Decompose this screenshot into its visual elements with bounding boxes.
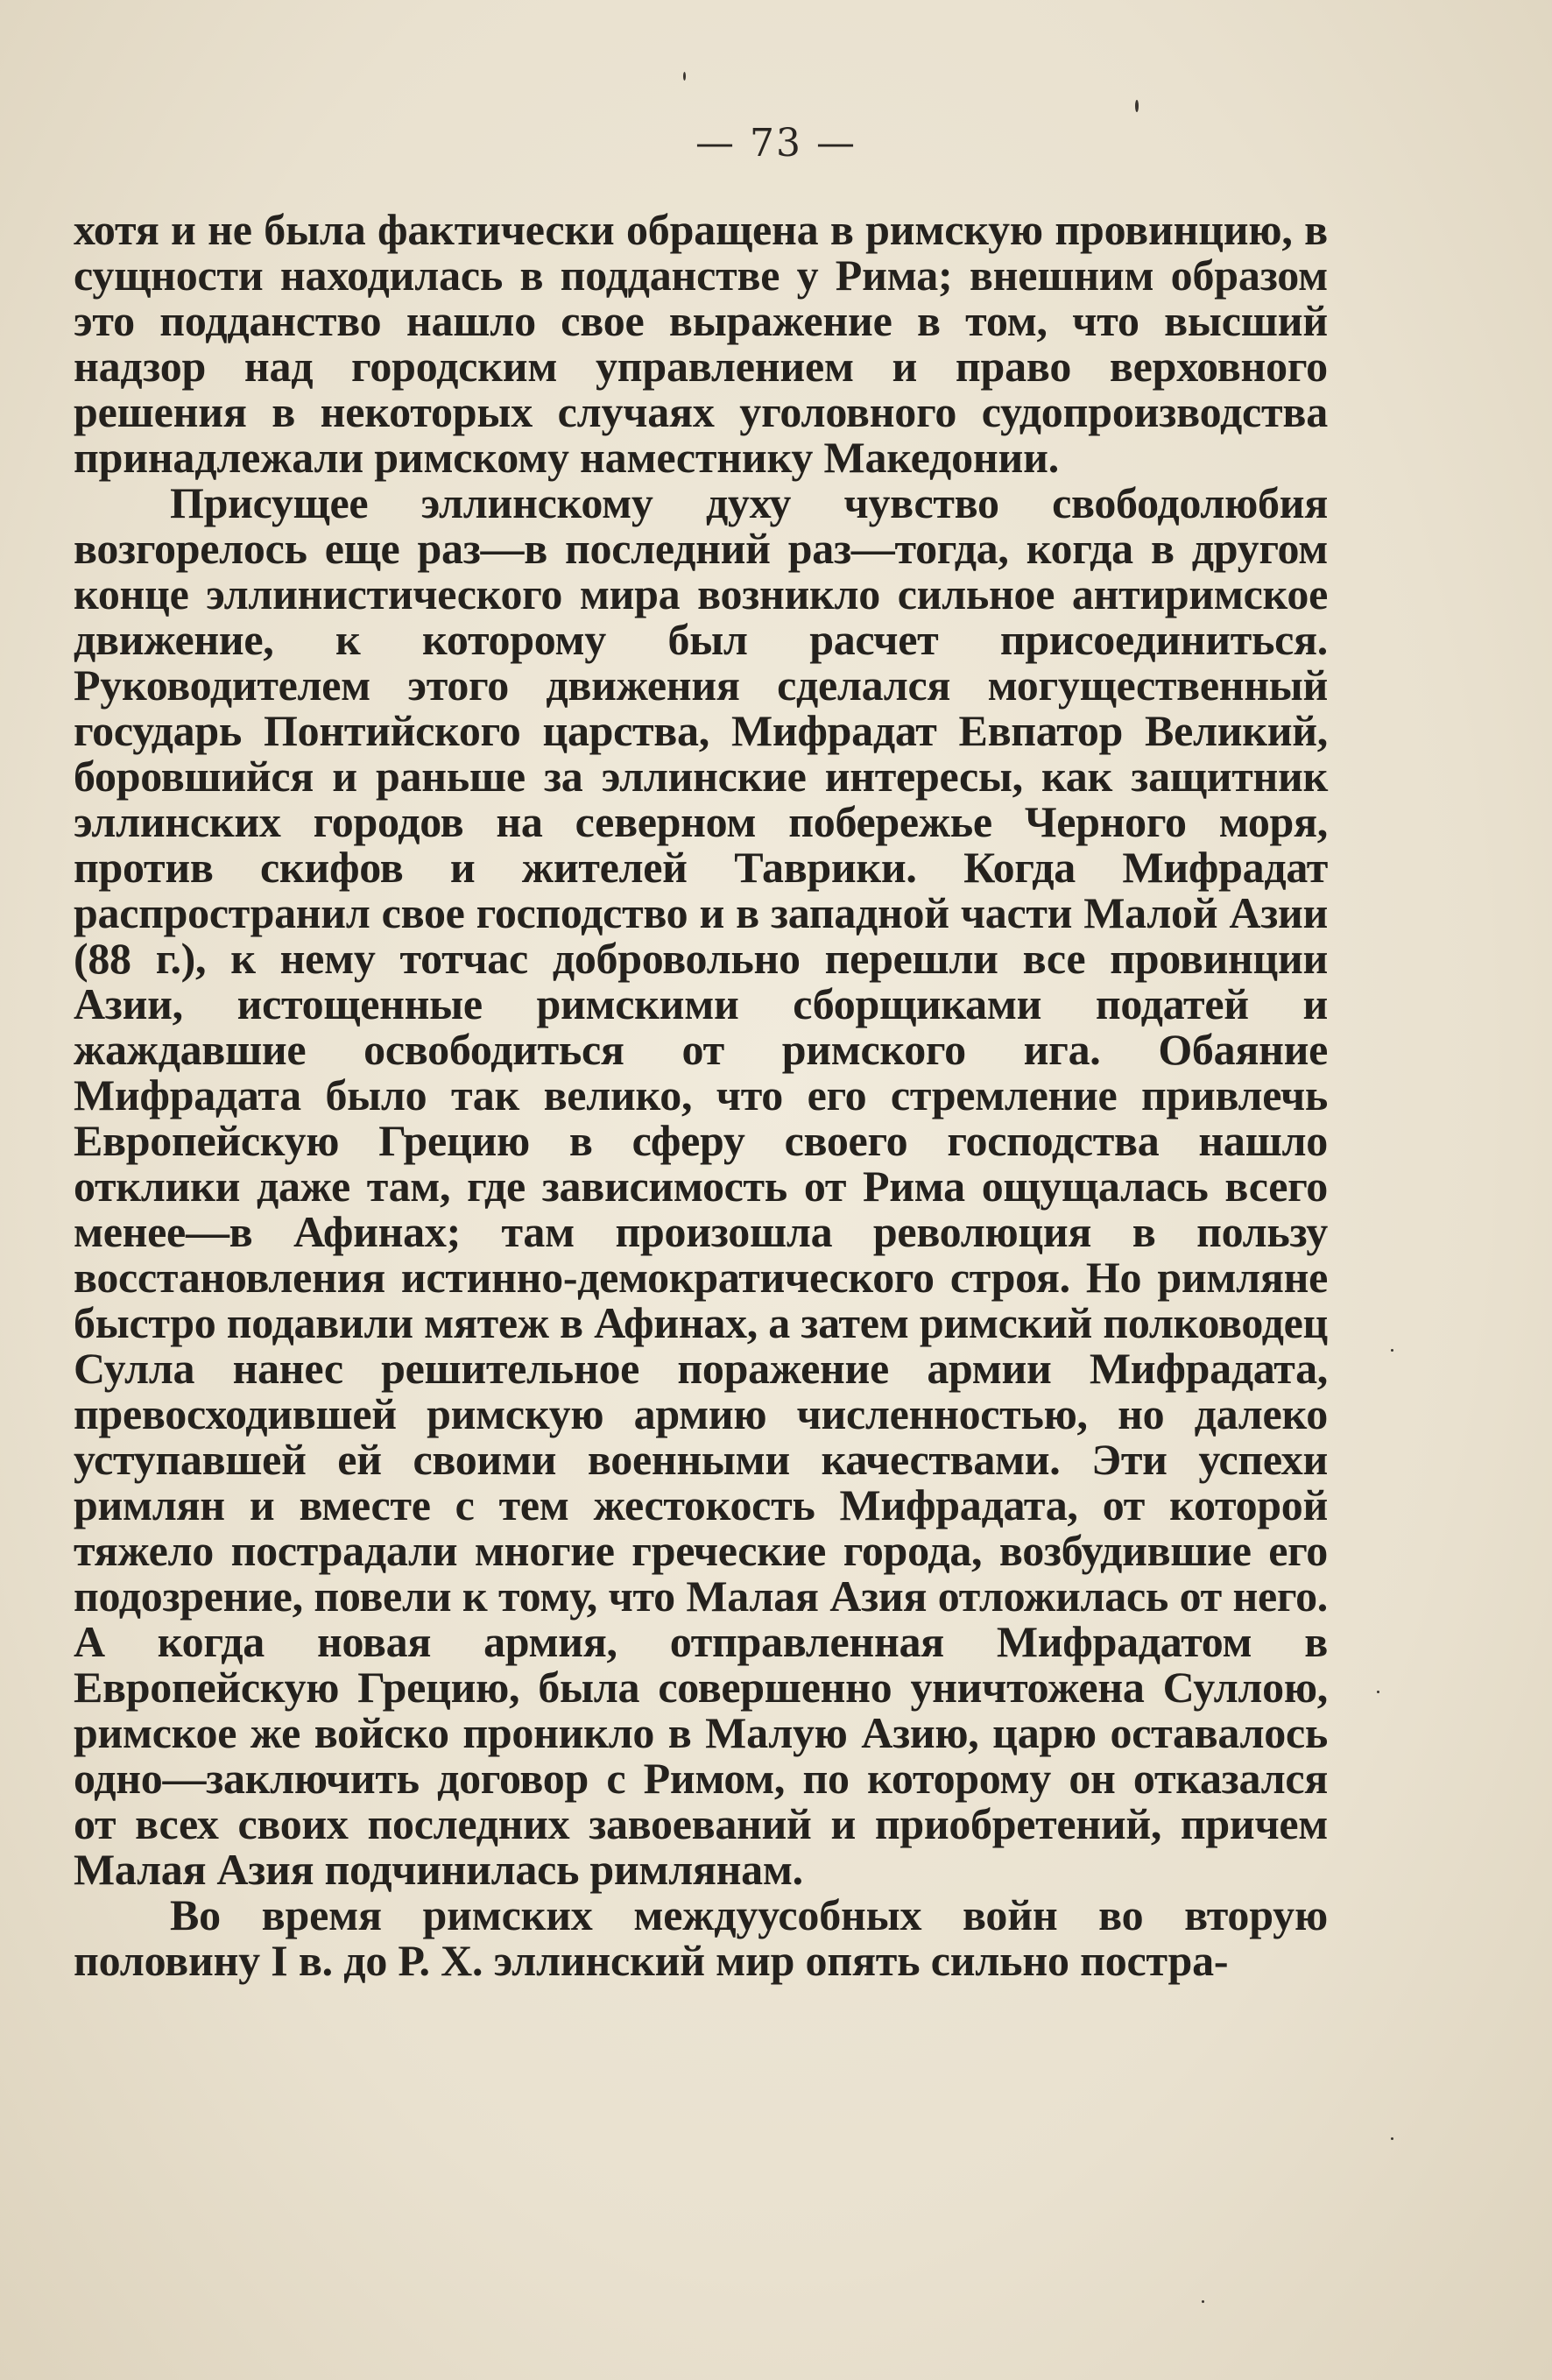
ink-speck [1391,2137,1393,2140]
paragraph-1: хотя и не была фактически обращена в римскую провинцию, в сущности находилась в подданстве у Рима; внешним образом это подданство нашло свое выражение в том, что высший надзор над городским управлением и право верховного решения в некоторых случаях уголовного судопроизводства принадлежали римскому наместнику Македонии. [74,205,1328,482]
ink-speck [1391,1349,1393,1352]
paragraph-2: Присущее эллинскому духу чувство свободолюбия возгорелось еще раз—в последний раз—тогда, когда в другом конце эллинистического мира возникло сильное антиримское движение, к которому был расчет присоединиться. Руководителем этого движения сделался могущественный государь Понтийского царства, Мифрадат Евпатор Великий, боровшийся и раньше за эллинские интересы, как защитник эллинских городов на северном побережье Черного моря, против скифов и жителей Таврики. Когда Мифрадат распространил свое господство и в западной части Малой Азии (88 г.), к нему тотчас добровольно перешли все провинции Азии, истощенные римскими сборщиками податей и жаждавшие освободиться от римского ига. Обаяние Мифрадата было так велико, что его стремление привлечь Европейскую Грецию в сферу своего господства нашло отклики даже там, где зависимость от Рима ощущалась всего менее—в Афинах; там произошла революция в пользу восстановления истинно-демократического строя. Но римляне быстро подавили мятеж в Афинах, а затем римский полководец Сулла нанес решительное поражение армии Мифрадата, превосходившей римскую армию численностью, но далеко уступавшей ей своими военными качествами. Эти успехи римлян и вместе с тем жестокость Мифрадата, от которой тяжело пострадали многие греческие города, возбудившие его подозрение, повели к тому, что Малая Азия отложилась от него. А когда новая армия, отправленная Мифрадатом в Европейскую Грецию, была совершенно уничтожена Суллою, римское же войско проникло в Малую Азию, царю оставалось одно—заключить договор с Римом, по которому он отказался от всех своих последних завоеваний и приобретений, причем Малая Азия подчинилась римлянам. [74,478,1328,1894]
body-text [74,207,1328,1983]
paragraph-3: Во время римских междуусобных войн во вторую половину I в. до Р. Х. эллинский мир опять сильно постра- [74,1890,1328,1985]
ink-speck [683,72,686,81]
ink-speck [1135,100,1139,112]
ink-speck [1377,1691,1379,1693]
page-number: — 73 — [695,121,857,166]
ink-speck [1202,2300,1204,2303]
